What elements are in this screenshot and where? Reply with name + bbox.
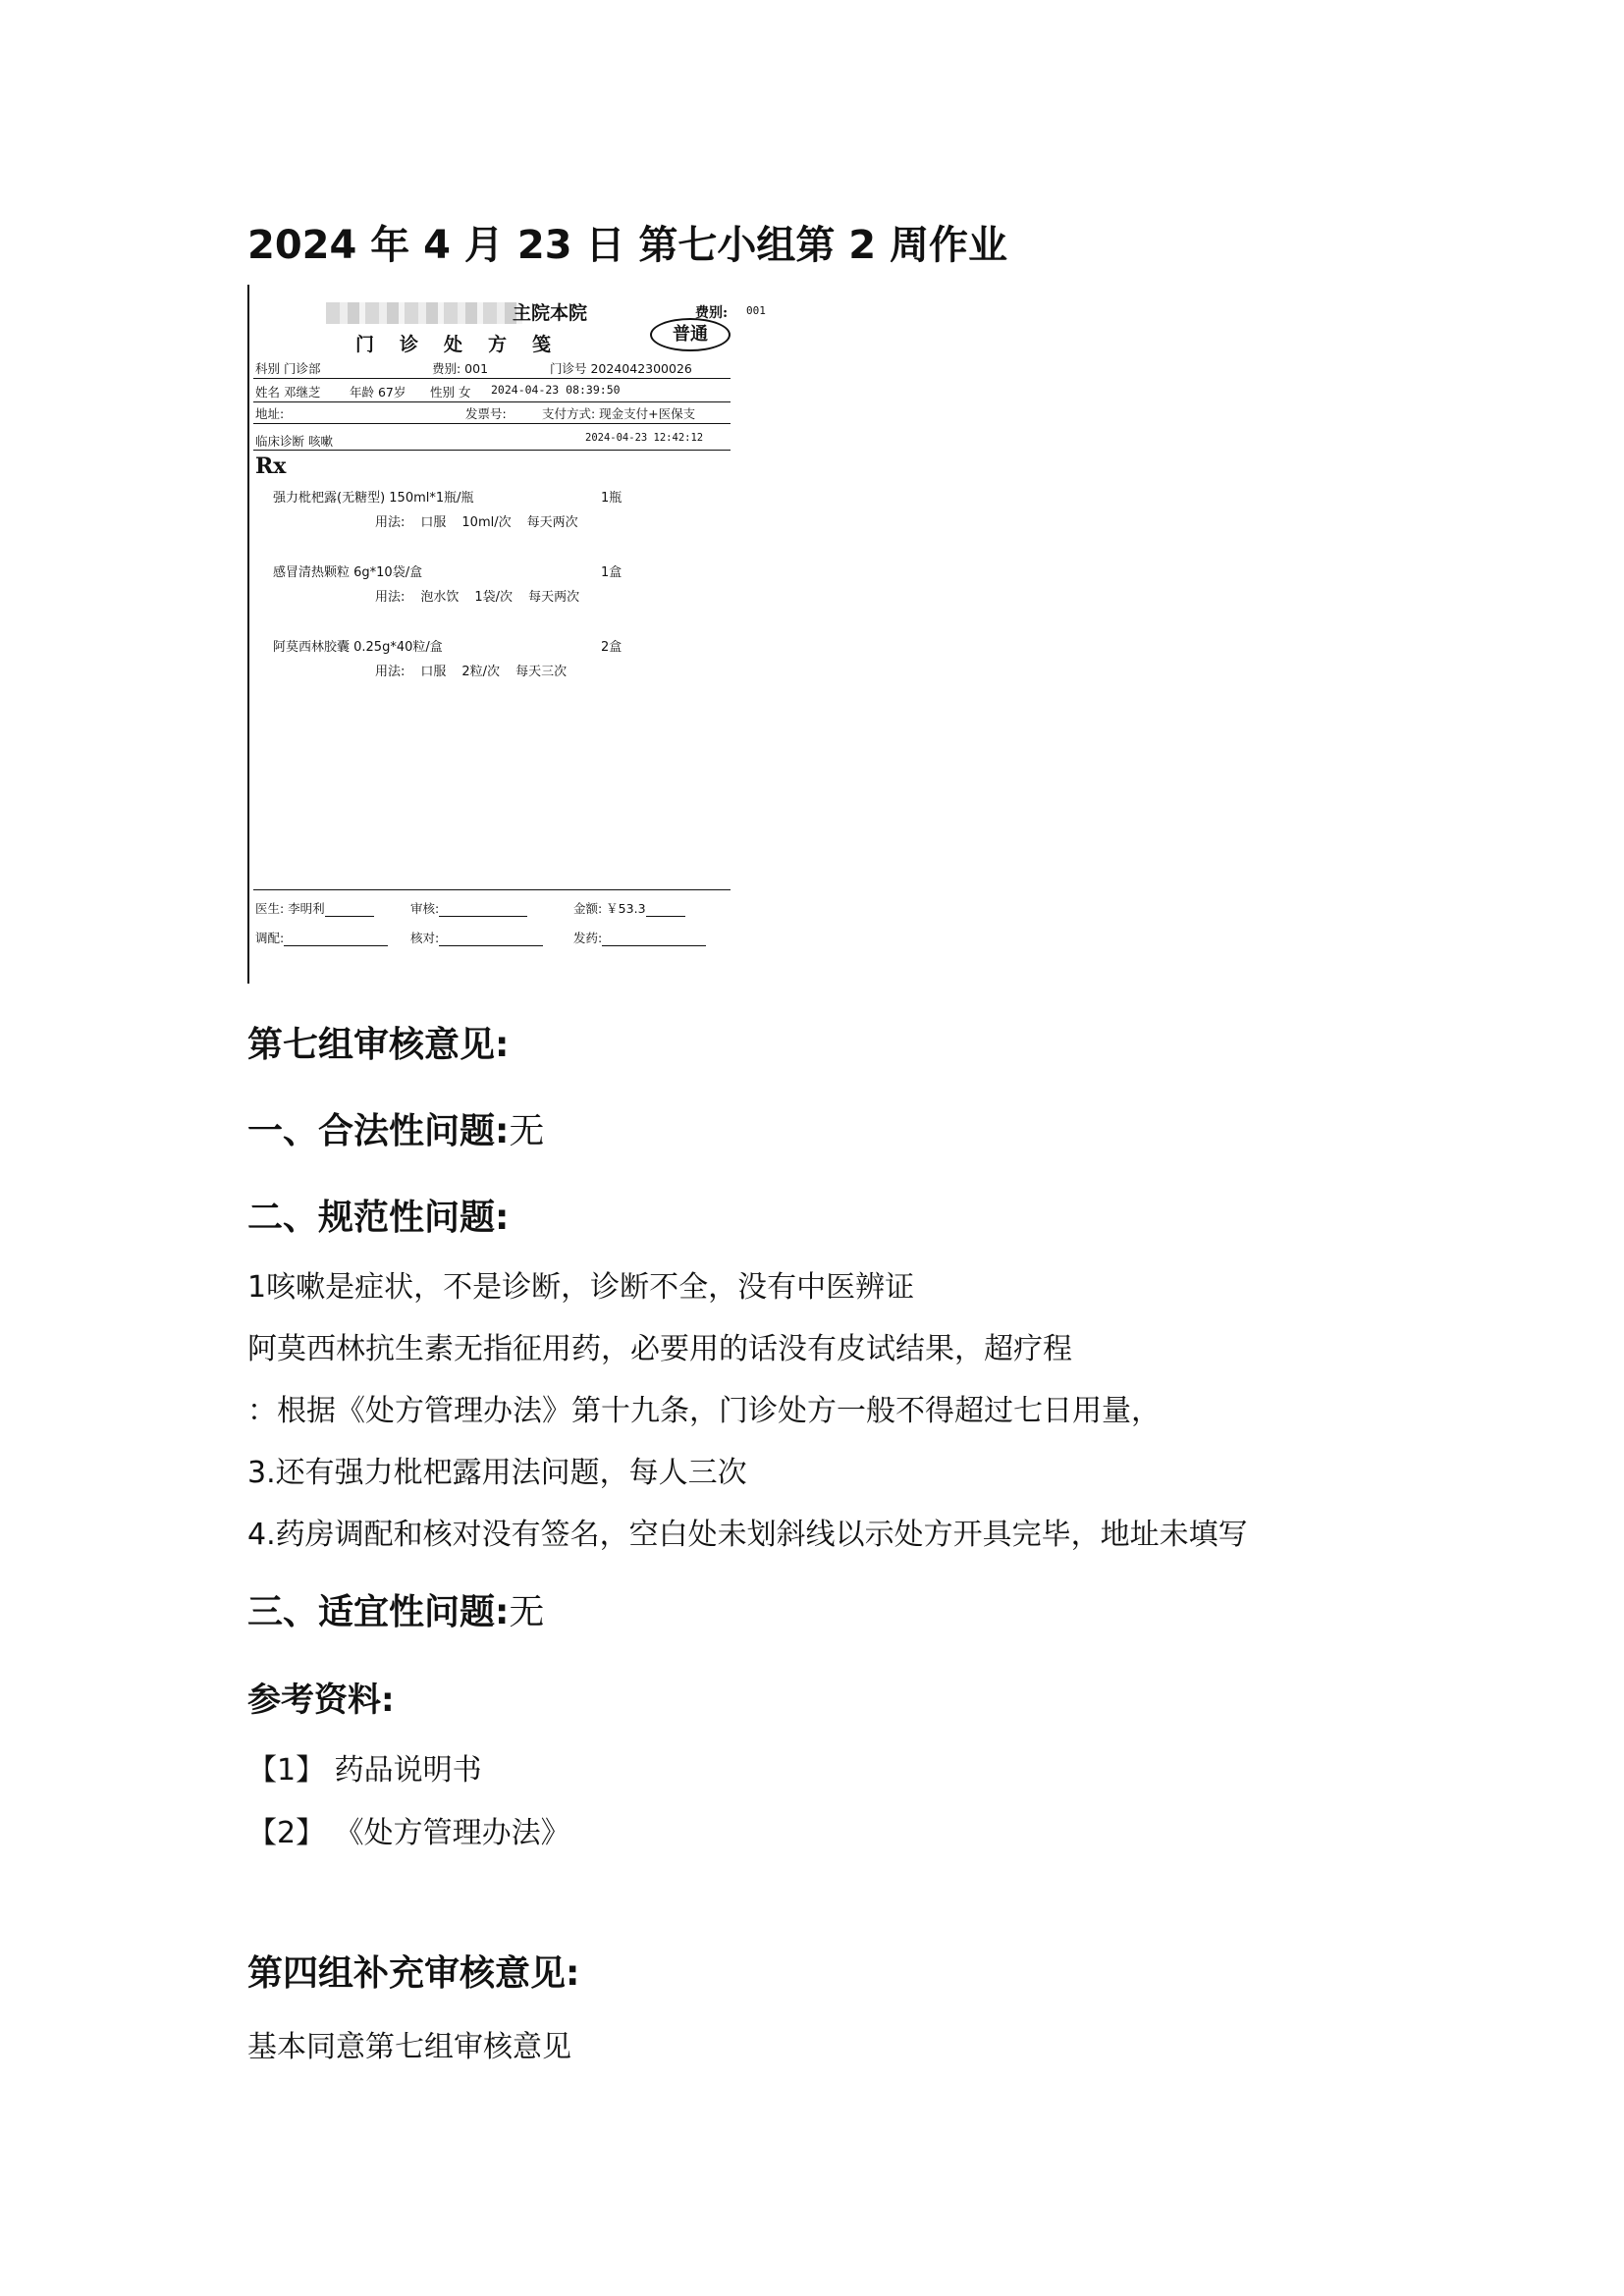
check-field xyxy=(410,929,543,946)
review-label: 审核: xyxy=(410,901,440,916)
usage-route: 口服 xyxy=(420,515,447,530)
standard-heading: 二、规范性问题: xyxy=(247,1198,510,1238)
invoice-label: 发票号: xyxy=(465,406,507,421)
signature-line xyxy=(439,903,527,917)
signature-line xyxy=(284,933,388,946)
drug-quantity: 1盒 xyxy=(601,565,623,580)
drug-name: 强力枇杷露(无糖型) 150ml*1瓶/瓶 xyxy=(273,491,474,506)
reference-heading: 参考资料: xyxy=(247,1681,395,1720)
clinic-number: 门诊号 2024042300026 xyxy=(550,361,692,376)
prescription-title: 门诊处方笺 xyxy=(355,334,577,355)
signature-line xyxy=(646,903,685,917)
clinical-diagnosis: 临床诊断 咳嗽 xyxy=(255,434,333,449)
patient-sex: 性别 女 xyxy=(430,385,471,400)
usage-route: 泡水饮 xyxy=(420,590,460,605)
drug-usage xyxy=(375,586,595,605)
usage-frequency: 每天两次 xyxy=(526,515,578,530)
signature-line xyxy=(439,933,543,946)
reference-item: 【1】 药品说明书 xyxy=(247,1753,482,1788)
suitability-heading xyxy=(247,1584,544,1634)
drug-name: 阿莫西林胶囊 0.25g*40粒/盒 xyxy=(273,640,443,655)
drug-name: 感冒清热颗粒 6g*10袋/盒 xyxy=(273,565,423,580)
amount-field xyxy=(573,899,685,917)
group4-review-text: 基本同意第七组审核意见 xyxy=(247,2030,571,2064)
drug-quantity: 1瓶 xyxy=(601,491,623,506)
prescription-left-border xyxy=(247,285,249,984)
payment-method: 支付方式: 现金支付+医保支 xyxy=(542,406,696,421)
divider xyxy=(253,423,731,424)
dispense-field xyxy=(255,929,388,946)
hospital-name: 主院本院 xyxy=(513,302,588,324)
doctor-field xyxy=(255,899,374,917)
document-title: 2024 年 4 月 23 日 第七小组第 2 周作业 xyxy=(247,223,1008,268)
signature-line xyxy=(325,903,374,917)
rx-symbol: Rx xyxy=(255,454,287,479)
usage-label: 用法: xyxy=(375,665,406,679)
legality-label: 一、合法性问题: xyxy=(247,1111,510,1151)
standard-issue-line: 1咳嗽是症状，不是诊断，诊断不全，没有中医辨证 xyxy=(247,1270,915,1305)
patient-age: 年龄 67岁 xyxy=(350,385,406,400)
deliver-field xyxy=(573,929,706,946)
usage-frequency: 每天两次 xyxy=(528,590,580,605)
group7-review-heading: 第七组审核意见: xyxy=(247,1025,510,1065)
usage-dose: 10ml/次 xyxy=(461,515,512,530)
legality-heading xyxy=(247,1103,544,1153)
fee-value-top: 001 xyxy=(746,304,766,317)
divider xyxy=(253,378,731,379)
signature-line xyxy=(602,933,706,946)
standard-issue-line: 4.药房调配和核对没有签名，空白处未划斜线以示处方开具完毕，地址未填写 xyxy=(247,1518,1248,1552)
deliver-label: 发药: xyxy=(573,931,603,945)
standard-issue-line: 3.还有强力枇杷露用法问题，每人三次 xyxy=(247,1456,747,1490)
suitability-label: 三、适宜性问题: xyxy=(247,1592,510,1632)
usage-dose: 2粒/次 xyxy=(461,665,501,679)
visit-time: 2024-04-23 08:39:50 xyxy=(491,383,621,397)
dispense-label: 调配: xyxy=(255,931,285,945)
redacted-hospital-name xyxy=(326,302,522,324)
doctor-name: 医生: 李明利 xyxy=(255,901,325,916)
legality-value: 无 xyxy=(509,1111,545,1151)
divider xyxy=(253,450,731,451)
usage-route: 口服 xyxy=(420,665,447,679)
usage-label: 用法: xyxy=(375,590,406,605)
usage-dose: 1袋/次 xyxy=(474,590,514,605)
usage-label: 用法: xyxy=(375,515,406,530)
review-field xyxy=(410,899,527,917)
drug-usage xyxy=(375,661,582,679)
diagnosis-time: 2024-04-23 12:42:12 xyxy=(585,432,704,444)
standard-issue-line: 阿莫西林抗生素无指征用药，必要用的话没有皮试结果，超疗程 xyxy=(247,1332,1072,1366)
usage-frequency: 每天三次 xyxy=(515,665,568,679)
standard-issue-line: ：根据《处方管理办法》第十九条，门诊处方一般不得超过七日用量， xyxy=(247,1394,1161,1428)
drug-quantity: 2盒 xyxy=(601,640,623,655)
footer-divider xyxy=(253,889,731,890)
fee: 费别: 001 xyxy=(432,361,489,376)
group4-review-heading: 第四组补充审核意见: xyxy=(247,1953,580,1994)
prescription-image xyxy=(247,285,766,984)
suitability-value: 无 xyxy=(509,1592,545,1632)
prescription-type-badge: 普通 xyxy=(650,318,731,351)
divider xyxy=(253,401,731,402)
amount: 金额: ￥53.3 xyxy=(573,901,646,916)
dept: 科别 门诊部 xyxy=(255,361,321,376)
address-label: 地址: xyxy=(255,406,285,421)
patient-name: 姓名 邓继芝 xyxy=(255,385,321,400)
check-label: 核对: xyxy=(410,931,440,945)
drug-usage xyxy=(375,511,594,530)
reference-item: 【2】 《处方管理办法》 xyxy=(247,1816,570,1850)
fee-label-top: 费别: xyxy=(695,305,729,321)
